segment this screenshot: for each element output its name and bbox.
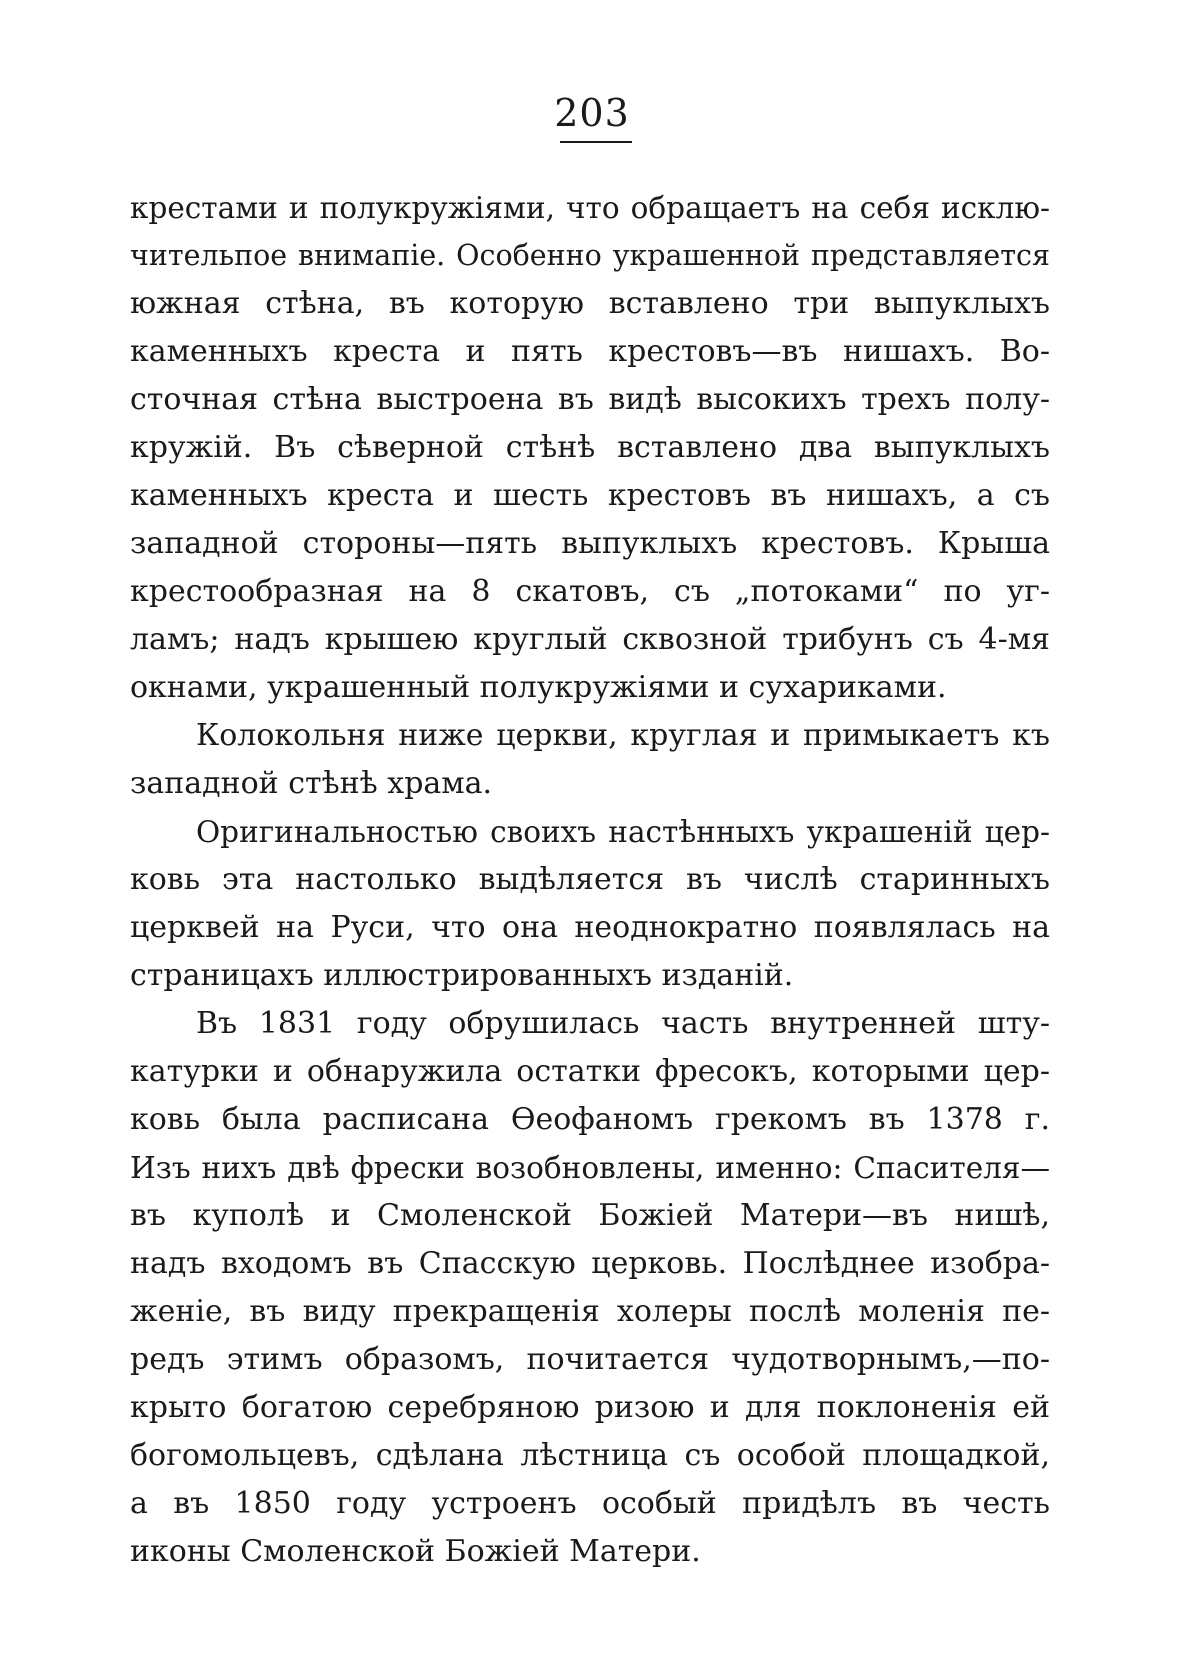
text-line: Колокольня ниже церкви, круглая и примыкаетъ къ bbox=[196, 718, 1050, 753]
text-line: каменныхъ креста и пять крестовъ—въ нишахъ. Во- bbox=[130, 334, 1050, 369]
text-line: иконы Смоленской Божіей Матери. bbox=[130, 1534, 701, 1569]
text-line: западной стѣнѣ храма. bbox=[130, 766, 493, 801]
text-line: окнами, украшенный полукружіями и сухариками. bbox=[130, 670, 947, 705]
text-line: страницахъ иллюстрированныхъ изданій. bbox=[130, 958, 794, 993]
text-line: Въ 1831 году обрушилась часть внутренней шту- bbox=[196, 1006, 1050, 1041]
body-text bbox=[130, 184, 1050, 1576]
text-line: Оригинальностью своихъ настѣнныхъ украшеній цер- bbox=[196, 815, 1050, 849]
text-line: надъ входомъ въ Спасскую церковь. Послѣднее изобра- bbox=[130, 1246, 1050, 1281]
text-line: западной стороны—пять выпуклыхъ крестовъ. Крыша bbox=[130, 526, 1050, 561]
text-line: а въ 1850 году устроенъ особый придѣлъ въ честь bbox=[130, 1486, 1050, 1521]
text-line: женіе, въ виду прекращенія холеры послѣ моленія пе- bbox=[130, 1294, 1050, 1329]
text-line: крыто богатою серебряною ризою и для поклоненія ей bbox=[130, 1390, 1050, 1425]
page-number-rule bbox=[560, 141, 632, 143]
text-line: крестообразная на 8 скатовъ, съ „потоками“ по уг- bbox=[130, 574, 1050, 609]
text-line: чительпое внимапіе. Особенно украшенной представляется bbox=[130, 239, 1050, 272]
text-line: редъ этимъ образомъ, почитается чудотворнымъ,—по- bbox=[130, 1342, 1050, 1377]
text-line: Изъ нихъ двѣ фрески возобновлены, именно: Спасителя— bbox=[130, 1151, 1050, 1185]
text-line: крестами и полукружіями, что обращаетъ на себя исклю- bbox=[130, 191, 1050, 225]
text-line: южная стѣна, въ которую вставлено три выпуклыхъ bbox=[130, 286, 1050, 321]
text-line: въ куполѣ и Смоленской Божіей Матери—въ нишѣ, bbox=[130, 1198, 1050, 1233]
text-line: кружій. Въ сѣверной стѣнѣ вставлено два выпуклыхъ bbox=[130, 430, 1050, 465]
text-line: каменныхъ креста и шесть крестовъ въ нишахъ, а съ bbox=[130, 478, 1050, 513]
text-line: ламъ; надъ крышею круглый сквозной трибунъ съ 4-мя bbox=[130, 622, 1050, 657]
text-line: ковь была расписана Ѳеофаномъ грекомъ въ 1378 г. bbox=[130, 1102, 1050, 1137]
text-line: церквей на Руси, что она неоднократно появлялась на bbox=[130, 910, 1050, 945]
text-line: сточная стѣна выстроена въ видѣ высокихъ трехъ полу- bbox=[130, 382, 1050, 417]
page-number: 203 bbox=[554, 91, 630, 135]
text-line: ковь эта настолько выдѣляется въ числѣ старинныхъ bbox=[130, 862, 1050, 897]
text-line: катурки и обнаружила остатки фресокъ, которыми цер- bbox=[130, 1054, 1050, 1089]
text-line: богомольцевъ, сдѣлана лѣстница съ особой площадкой, bbox=[130, 1438, 1050, 1473]
